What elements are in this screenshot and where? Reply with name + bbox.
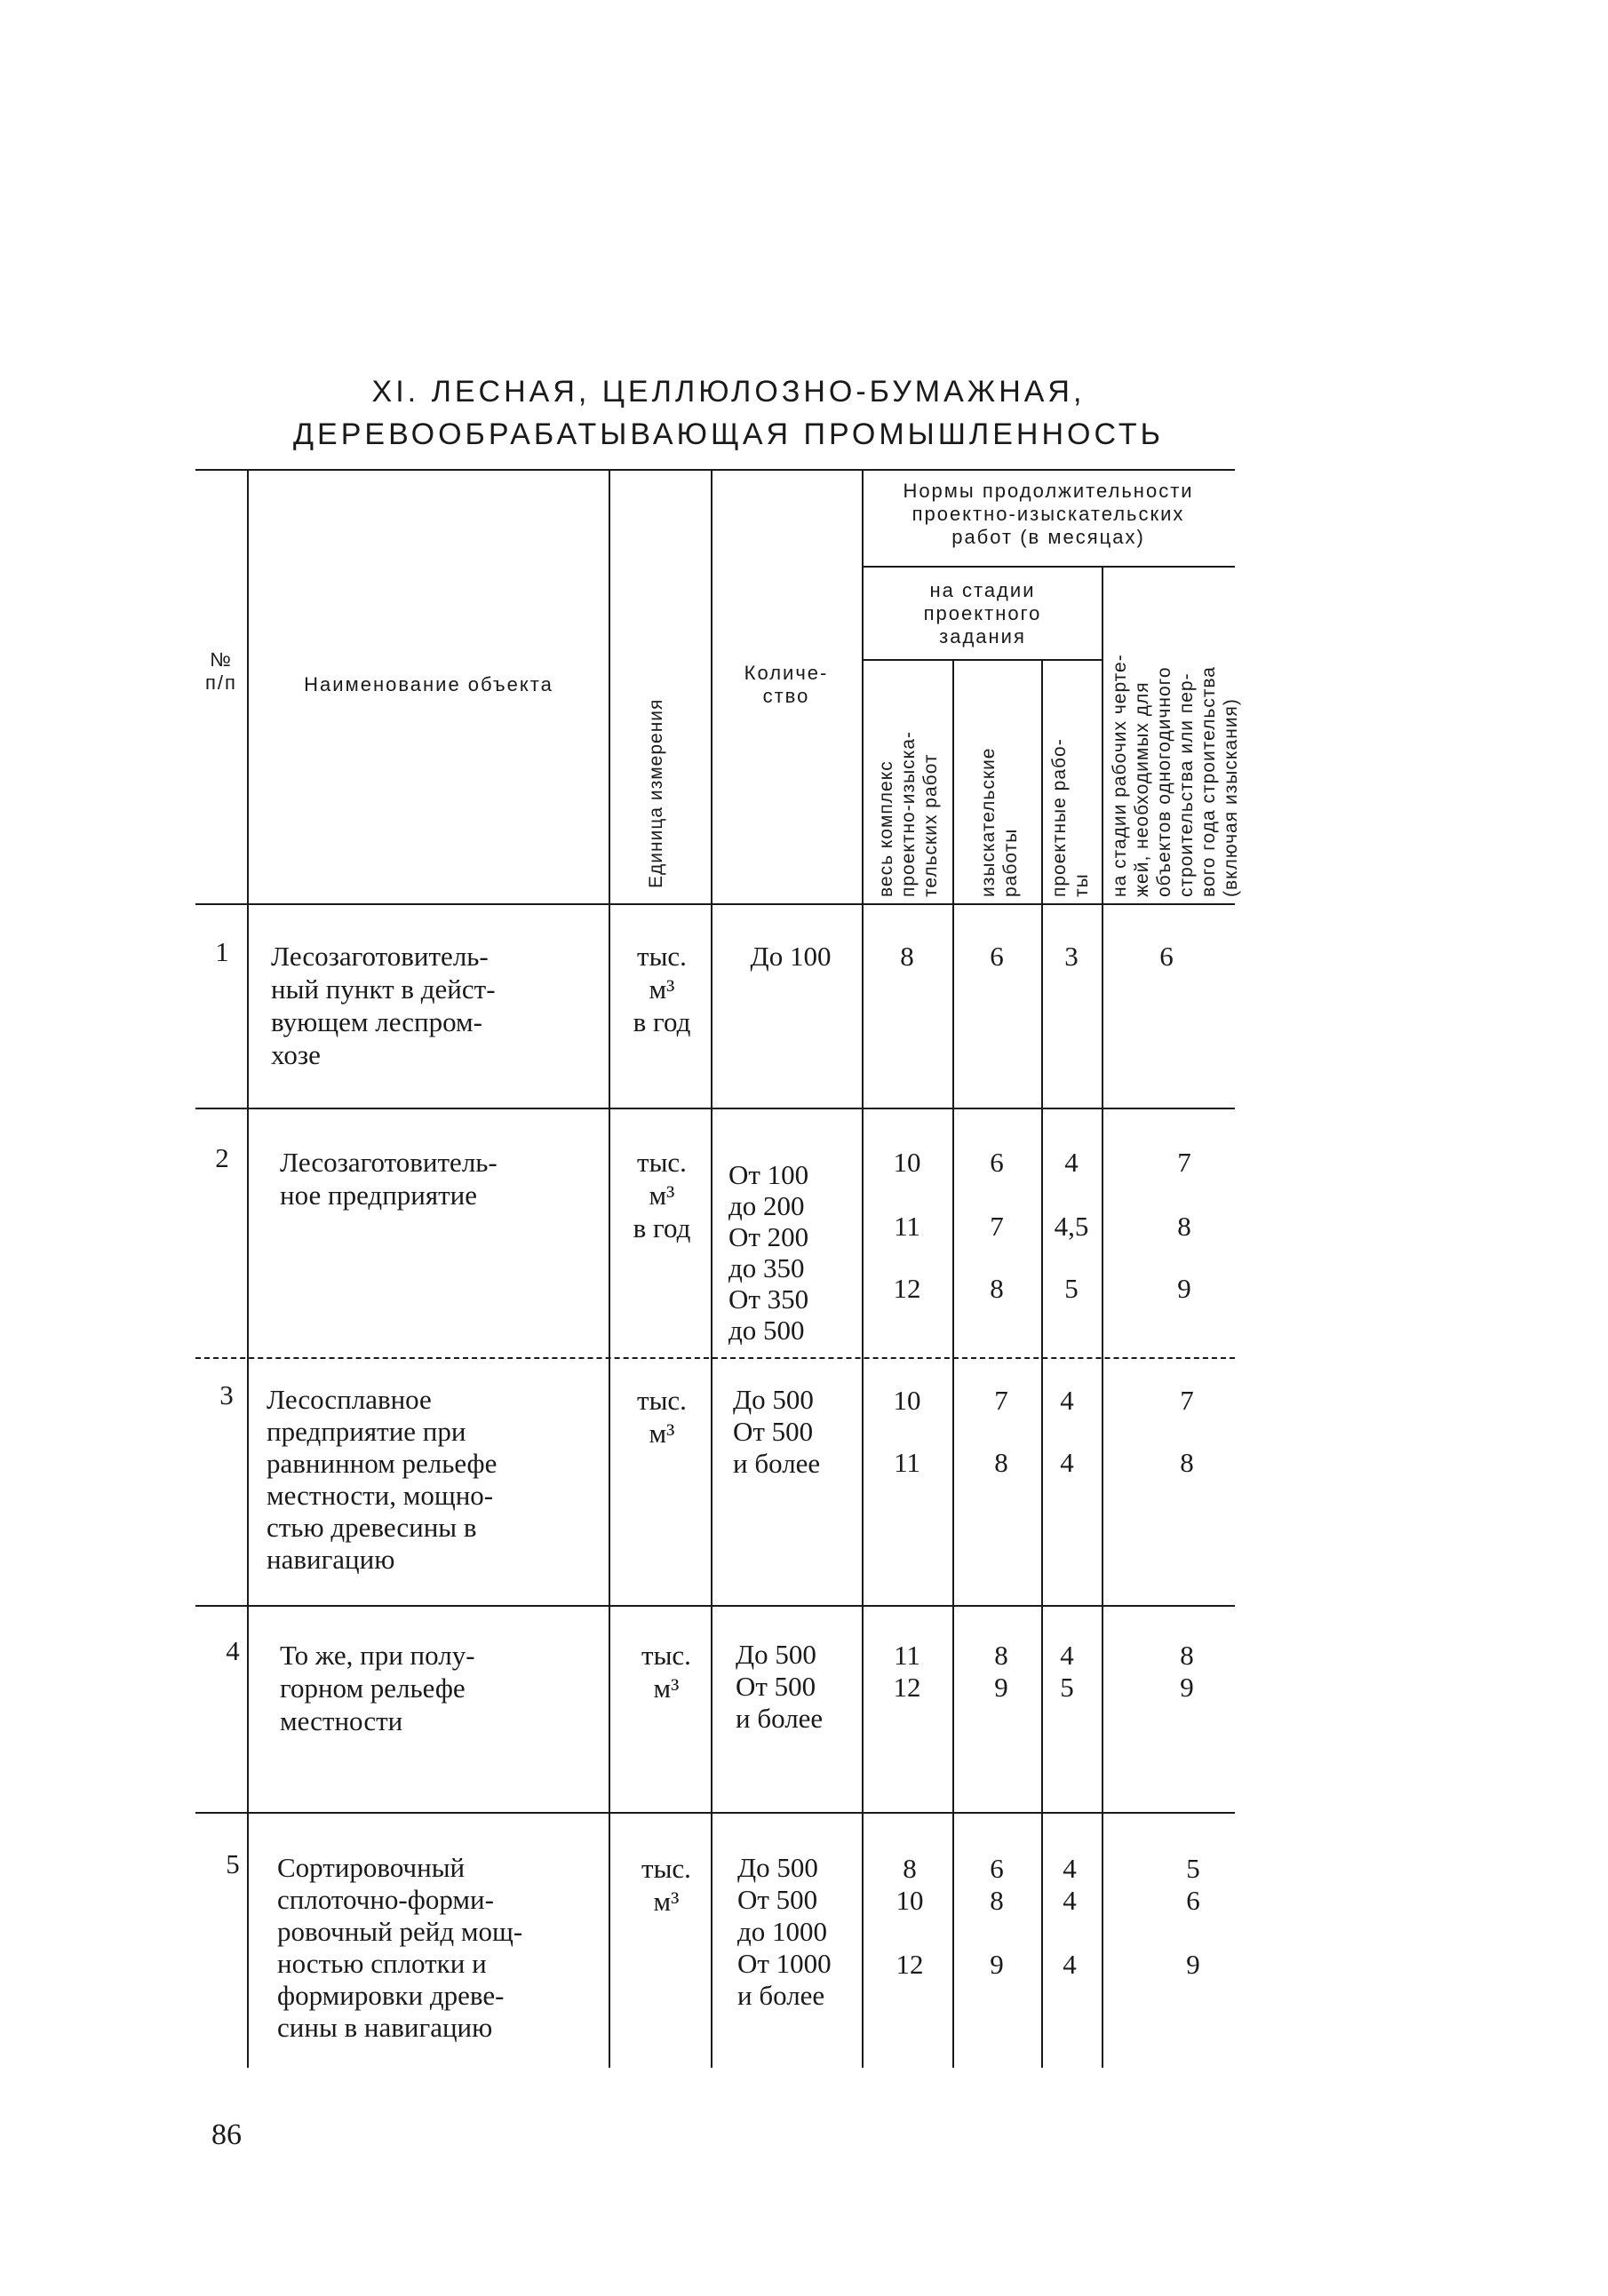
header-bottom-rule <box>195 903 1235 905</box>
column-rule <box>862 469 864 2068</box>
row-2-design: 5 <box>1064 1273 1079 1304</box>
row-1-quantity: До 100 <box>750 941 832 972</box>
row-2-full-complex: 10 <box>893 1147 921 1178</box>
row-5-number: 5 <box>226 1848 240 1879</box>
row-4-working: 8 <box>1180 1640 1194 1671</box>
row-2-number: 2 <box>215 1142 229 1173</box>
section-title-line2: ДЕРЕВООБРАБАТЫВАЮЩАЯ ПРОМЫШЛЕННОСТЬ <box>293 417 1164 451</box>
section-title-line1: XI. ЛЕСНАЯ, ЦЕЛЛЮЛОЗНО-БУМАЖНАЯ, <box>371 375 1086 409</box>
row-5-working: 9 <box>1186 1949 1200 1980</box>
row-separator <box>195 1108 1235 1109</box>
column-rule <box>952 659 954 2068</box>
row-5-working: 5 <box>1186 1853 1200 1884</box>
row-5-object-name: Сортировочный сплоточно-форми- ровочный рейд мощ- ностью сплотки и формировки древе- сины в навигацию <box>277 1852 523 2043</box>
row-4-quantity: От 500 и более <box>736 1671 824 1734</box>
design-stage-header-rule <box>862 659 1102 661</box>
row-3-quantity: От 500 и более <box>733 1416 821 1479</box>
row-5-quantity: От 1000 и более <box>737 1948 832 2011</box>
row-5-design: 4 <box>1063 1853 1077 1884</box>
row-2-full-complex: 12 <box>893 1273 921 1304</box>
row-1-unit: тыс. м³ в год <box>633 941 691 1037</box>
row-4-unit: тыс. м³ <box>641 1640 691 1704</box>
row-2-survey: 8 <box>990 1273 1004 1304</box>
header-norms: Нормы продолжительности проектно-изыскательских работ (в месяцах) <box>903 480 1194 548</box>
row-3-design: 4 <box>1060 1447 1074 1478</box>
row-2-working: 9 <box>1177 1273 1191 1304</box>
row-2-working: 8 <box>1177 1211 1191 1242</box>
row-3-object-name: Лесосплавное предприятие при равнинном рельефе местности, мощно- стью древесины в навигацию <box>267 1384 498 1575</box>
row-2-quantity: От 200 до 350 <box>728 1221 809 1283</box>
row-2-quantity: От 350 до 500 <box>728 1283 809 1346</box>
row-5-unit: тыс. м³ <box>641 1853 691 1917</box>
row-3-design: 4 <box>1060 1385 1074 1416</box>
row-5-quantity: До 500 <box>737 1852 818 1883</box>
row-5-quantity: От 500 до 1000 <box>737 1884 828 1947</box>
row-4-full-complex: 11 <box>894 1640 920 1671</box>
row-3-working: 7 <box>1180 1385 1194 1416</box>
row-5-full-complex: 10 <box>896 1885 924 1916</box>
row-3-quantity: До 500 <box>733 1384 814 1415</box>
column-rule <box>1102 566 1103 2068</box>
row-separator <box>195 1812 1235 1814</box>
header-working-drawings: на стадии рабочих черте- жей, необходимых для объектов одногодичного строительства или пер- вого года строительства (включая изыскания) <box>1110 654 1241 897</box>
row-2-working: 7 <box>1177 1147 1191 1178</box>
row-1-survey: 6 <box>990 941 1004 972</box>
row-4-quantity: До 500 <box>736 1639 816 1670</box>
row-1-design: 3 <box>1064 941 1079 972</box>
row-2-quantity: От 100 до 200 <box>728 1159 809 1221</box>
row-3-working: 8 <box>1180 1447 1194 1478</box>
norms-header-rule <box>862 566 1235 568</box>
header-object-name: Наименование объекта <box>304 673 553 695</box>
row-5-full-complex: 8 <box>903 1853 917 1884</box>
header-design-stage: на стадии проектного задания <box>923 579 1042 647</box>
row-2-full-complex: 11 <box>894 1211 920 1242</box>
row-2-object-name: Лесозаготовитель- ное предприятие <box>280 1147 498 1211</box>
row-4-survey: 9 <box>994 1672 1008 1703</box>
row-3-unit: тыс. м³ <box>637 1385 687 1449</box>
row-1-object-name: Лесозаготовитель- ный пункт в дейст- вующем леспром- хозе <box>271 941 496 1070</box>
row-separator <box>195 1605 1235 1607</box>
row-2-design: 4,5 <box>1054 1211 1089 1242</box>
row-5-working: 6 <box>1186 1885 1200 1916</box>
column-rule <box>609 469 610 2068</box>
row-3-number: 3 <box>219 1379 234 1410</box>
row-3-full-complex: 10 <box>893 1385 921 1416</box>
row-2-design: 4 <box>1064 1147 1079 1178</box>
table-top-rule <box>195 469 1235 471</box>
header-survey-works: изыскательские работы <box>978 747 1021 897</box>
row-4-full-complex: 12 <box>893 1672 921 1703</box>
row-2-survey: 7 <box>990 1211 1004 1242</box>
row-4-survey: 8 <box>994 1640 1008 1671</box>
column-rule <box>247 469 249 2068</box>
row-4-working: 9 <box>1180 1672 1194 1703</box>
row-separator <box>195 1357 1235 1359</box>
header-design-works: проектные рабо- ты <box>1049 738 1092 897</box>
row-5-survey: 9 <box>990 1949 1004 1980</box>
row-5-design: 4 <box>1063 1949 1077 1980</box>
row-3-full-complex: 11 <box>894 1447 920 1478</box>
header-quantity: Количе- ство <box>744 662 829 707</box>
row-5-survey: 8 <box>990 1885 1004 1916</box>
header-no: № п/п <box>205 648 237 694</box>
row-4-number: 4 <box>226 1635 240 1666</box>
row-1-number: 1 <box>215 936 229 967</box>
row-5-design: 4 <box>1063 1885 1077 1916</box>
header-unit: Единица измерения <box>646 698 666 888</box>
row-4-design: 4 <box>1060 1640 1074 1671</box>
row-1-working: 6 <box>1159 941 1174 972</box>
row-5-full-complex: 12 <box>896 1949 924 1980</box>
column-rule <box>711 469 712 2068</box>
row-2-survey: 6 <box>990 1147 1004 1178</box>
row-3-survey: 7 <box>994 1385 1008 1416</box>
header-full-complex: весь комплекс проектно-изыска- тельских работ <box>876 731 941 897</box>
row-4-design: 5 <box>1060 1672 1074 1703</box>
page-number: 86 <box>211 2118 242 2151</box>
row-1-full-complex: 8 <box>900 941 914 972</box>
row-4-object-name: То же, при полу- горном рельефе местности <box>280 1640 475 1736</box>
row-3-survey: 8 <box>994 1447 1008 1478</box>
row-5-survey: 6 <box>990 1853 1004 1884</box>
row-2-unit: тыс. м³ в год <box>633 1147 691 1243</box>
